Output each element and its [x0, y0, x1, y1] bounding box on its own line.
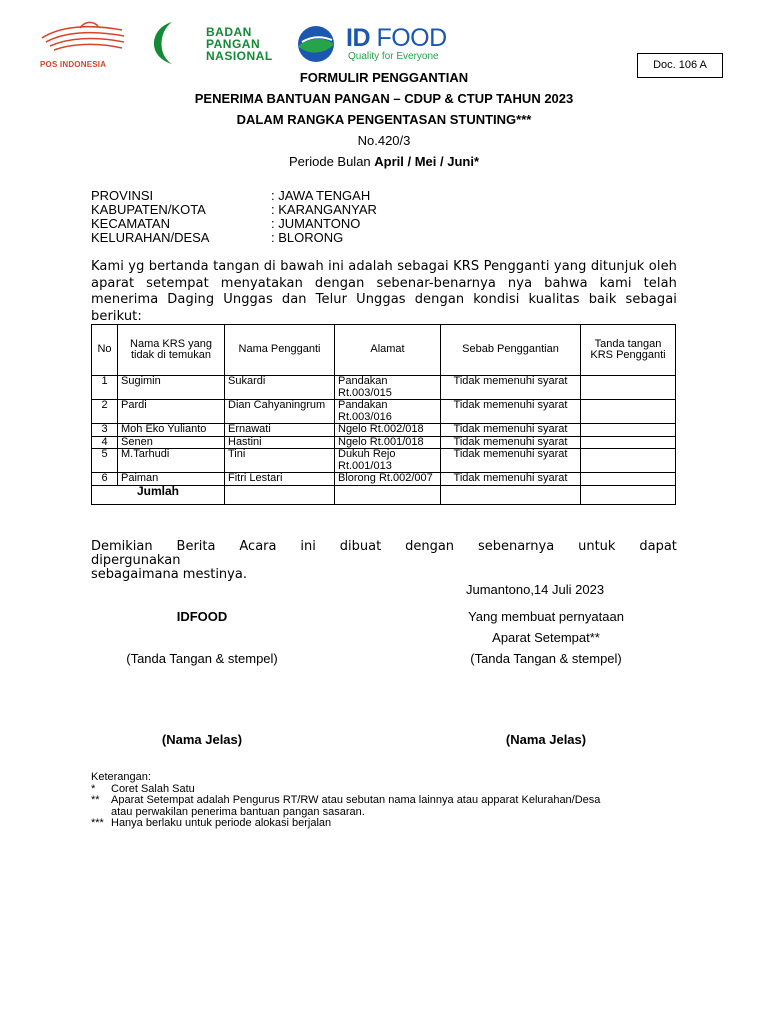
- cell-ttd: [581, 424, 676, 437]
- right-sign-note: (Tanda Tangan & stempel): [470, 651, 622, 666]
- cell-ttd: [581, 473, 676, 486]
- idfood-food: FOOD: [376, 24, 447, 52]
- cell-sebab: Tidak memenuhi syarat: [441, 424, 581, 437]
- field-kelurahan: [91, 231, 343, 246]
- cell-no: 5: [92, 449, 118, 473]
- idfood-globe-icon: [292, 24, 340, 64]
- note-text: atau perwakilan penerima bantuan pangan sasaran.: [111, 805, 365, 818]
- badan-pangan-logo: [144, 20, 284, 66]
- left-org: IDFOOD: [176, 609, 228, 624]
- note-text: Aparat Setempat adalah Pengurus RT/RW atau sebutan nama lainnya atau apparat Kelurahan/Desa: [111, 794, 601, 806]
- total-cell: [225, 485, 335, 504]
- table-header-row: [92, 325, 676, 376]
- cell-alamat: Pandakan Rt.003/015: [335, 376, 441, 400]
- field-value: : BLORONG: [271, 230, 344, 245]
- bpn-line-3: NASIONAL: [206, 49, 273, 63]
- field-label: KELURAHAN/DESA: [91, 230, 210, 245]
- cell-no: 1: [92, 376, 118, 400]
- pos-indonesia-wordmark: POS INDONESIA: [40, 60, 107, 69]
- note-item: [91, 795, 600, 807]
- total-cell: [441, 485, 581, 504]
- cell-no: 3: [92, 424, 118, 437]
- form-purpose: DALAM RANGKA PENGENTASAN STUNTING***: [236, 112, 532, 127]
- total-row: [92, 485, 676, 504]
- cell-krs: Moh Eko Yulianto: [118, 424, 225, 437]
- form-subtitle: PENERIMA BANTUAN PANGAN – CDUP & CTUP TAHUN 2023: [194, 91, 574, 106]
- left-name: (Nama Jelas): [161, 732, 243, 747]
- table-row: [92, 424, 676, 437]
- form-title: FORMULIR PENGGANTIAN: [299, 70, 469, 85]
- pos-indonesia-logo: [40, 20, 130, 72]
- bpn-line-1: BADAN: [206, 25, 252, 39]
- table-row: [92, 473, 676, 486]
- field-label: KECAMATAN: [91, 216, 170, 231]
- table-row: [92, 436, 676, 449]
- crescent-leaf-icon: [144, 20, 180, 66]
- col-header-sebab: Sebab Penggantian: [441, 325, 581, 376]
- cell-krs: Senen: [118, 436, 225, 449]
- replacement-table: [91, 324, 676, 505]
- cell-no: 4: [92, 436, 118, 449]
- cell-krs: M.Tarhudi: [118, 449, 225, 473]
- closing-line-2: dipergunakan: [91, 553, 181, 568]
- idfood-tagline: Quality for Everyone: [348, 51, 439, 62]
- cell-no: 6: [92, 473, 118, 486]
- cell-alamat: Ngelo Rt.001/018: [335, 436, 441, 449]
- notes-section: [91, 772, 600, 830]
- col-header-no: No: [92, 325, 118, 376]
- closing-word: dibuat: [339, 539, 382, 554]
- closing-word: ini: [300, 539, 316, 554]
- cell-pengganti: Dian Cahyaningrum: [225, 400, 335, 424]
- closing-word: untuk: [578, 539, 616, 554]
- col-header-alamat: Alamat: [335, 325, 441, 376]
- note-mark: **: [91, 794, 100, 806]
- badan-pangan-wordmark: [206, 26, 273, 62]
- closing-word: dengan: [405, 539, 455, 554]
- table-row: [92, 449, 676, 473]
- closing-word: Demikian: [91, 539, 153, 554]
- cell-krs: Paiman: [118, 473, 225, 486]
- cell-ttd: [581, 400, 676, 424]
- cell-pengganti: Ernawati: [225, 424, 335, 437]
- cell-sebab: Tidak memenuhi syarat: [441, 473, 581, 486]
- total-label: Jumlah: [92, 485, 225, 504]
- closing-word: sebenarnya: [477, 539, 555, 554]
- doc-code-box: Doc. 106 A: [637, 53, 723, 78]
- field-value: : JAWA TENGAH: [271, 188, 371, 203]
- field-value: : KARANGANYAR: [271, 202, 377, 217]
- period-prefix: Periode Bulan: [288, 154, 375, 169]
- field-label: KABUPATEN/KOTA: [91, 202, 206, 217]
- cell-alamat: Dukuh Rejo Rt.001/013: [335, 449, 441, 473]
- field-value: : JUMANTONO: [271, 216, 361, 231]
- closing-word: dapat: [639, 539, 677, 554]
- cell-sebab: Tidak memenuhi syarat: [441, 436, 581, 449]
- bpn-line-2: PANGAN: [206, 37, 261, 51]
- closing-word: Berita: [176, 539, 216, 554]
- cell-no: 2: [92, 400, 118, 424]
- left-sign-note: (Tanda Tangan & stempel): [126, 651, 278, 666]
- right-name: (Nama Jelas): [505, 732, 587, 747]
- intro-paragraph: Kami yg bertanda tangan di bawah ini adalah sebagai KRS Pengganti yang ditunjuk oleh aparat setempat menyatakan dengan sebenar-benarnya nya bahwa kami telah menerima Daging Unggas dan Telur Unggas dengan kondisi kualitas baik sebagai berikut:: [91, 259, 677, 324]
- field-label: PROVINSI: [91, 188, 154, 203]
- cell-pengganti: Fitri Lestari: [225, 473, 335, 486]
- note-item: [91, 818, 600, 830]
- form-number: No.420/3: [357, 133, 411, 148]
- note-text: Coret Salah Satu: [111, 782, 195, 795]
- place-date: Jumantono,14 Juli 2023: [466, 582, 605, 597]
- cell-pengganti: Sukardi: [225, 376, 335, 400]
- total-cell: [581, 485, 676, 504]
- cell-ttd: [581, 449, 676, 473]
- closing-line-3: sebagaimana mestinya.: [91, 567, 247, 582]
- cell-krs: Pardi: [118, 400, 225, 424]
- cell-pengganti: Tini: [225, 449, 335, 473]
- col-header-pengganti: Nama Pengganti: [225, 325, 335, 376]
- right-role: Aparat Setempat**: [492, 630, 600, 645]
- idfood-logo: [292, 24, 462, 68]
- cell-alamat: Blorong Rt.002/007: [335, 473, 441, 486]
- period-line: [0, 154, 768, 169]
- notes-title: Keterangan:: [91, 771, 151, 783]
- idfood-wordmark: [346, 24, 447, 53]
- total-cell: [335, 485, 441, 504]
- cell-sebab: Tidak memenuhi syarat: [441, 400, 581, 424]
- cell-ttd: [581, 436, 676, 449]
- cell-alamat: Pandakan Rt.003/016: [335, 400, 441, 424]
- note-text: Hanya berlaku untuk periode alokasi berjalan: [111, 817, 332, 829]
- col-header-ttd: Tanda tangan KRS Pengganti: [581, 325, 676, 376]
- cell-sebab: Tidak memenuhi syarat: [441, 376, 581, 400]
- closing-line-1: [91, 540, 677, 554]
- closing-statement: [91, 540, 677, 582]
- cell-pengganti: Hastini: [225, 436, 335, 449]
- table-row: [92, 400, 676, 424]
- cell-sebab: Tidak memenuhi syarat: [441, 449, 581, 473]
- cell-ttd: [581, 376, 676, 400]
- cell-alamat: Ngelo Rt.002/018: [335, 424, 441, 437]
- note-mark: *: [91, 782, 96, 795]
- col-header-krs: Nama KRS yang tidak di temukan: [118, 325, 225, 376]
- note-mark: ***: [91, 817, 104, 829]
- idfood-id: ID: [346, 24, 370, 52]
- right-statement: Yang membuat pernyataan: [468, 609, 624, 624]
- closing-word: Acara: [239, 539, 277, 554]
- pos-bird-icon: [40, 20, 130, 60]
- table-row: [92, 376, 676, 400]
- cell-krs: Sugimin: [118, 376, 225, 400]
- period-value: April / Mei / Juni*: [374, 154, 480, 169]
